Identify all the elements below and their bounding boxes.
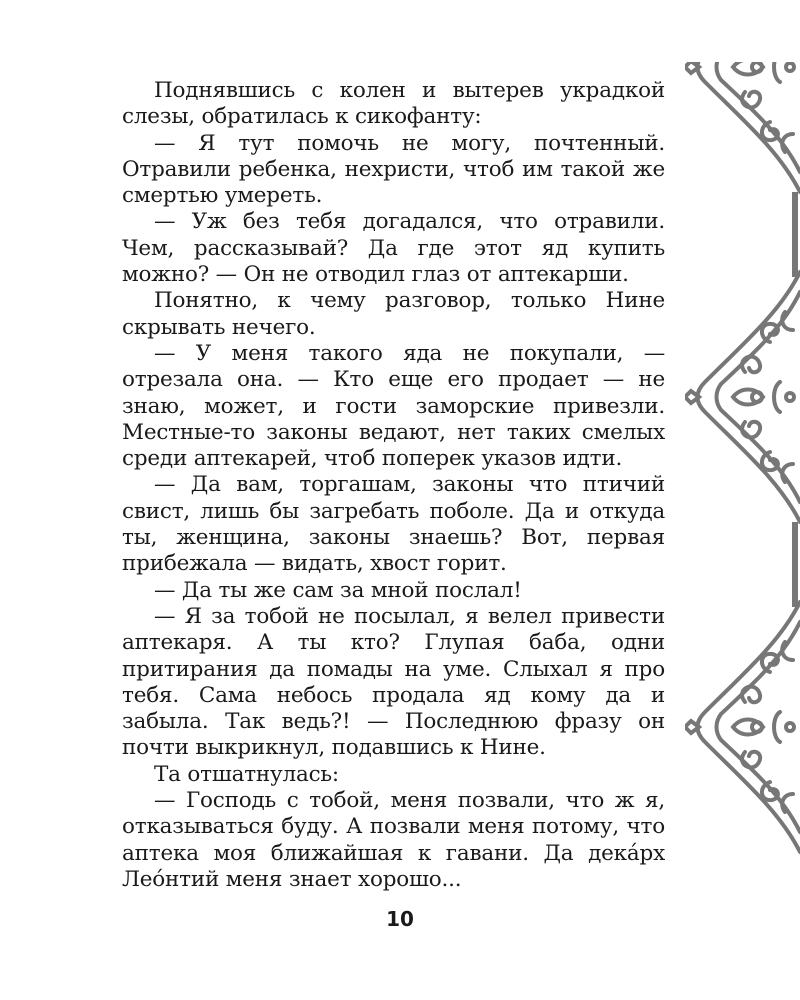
- body-text: [122, 78, 665, 893]
- paragraph: — Да ты же сам за мной послал!: [154, 577, 522, 603]
- paragraph: Поднявшись с колен и вытерев украдкой слезы, обратилась к сикофанту:: [122, 78, 665, 130]
- arabesque-border-icon: [685, 62, 800, 942]
- paragraph: — Я тут помочь не могу, почтенный. Отравили ребенка, нехристи, чтоб им такой же смертью умереть.: [122, 130, 665, 209]
- paragraph: — Да вам, торгашам, законы что птичий свист, лишь бы загребать поболе. Да и откуда ты, женщина, законы знаешь? Вот, первая прибежала — видать, хвост горит.: [122, 472, 665, 577]
- paragraph: — У меня такого яда не покупали, — отрезала она. — Кто еще его продает — не знаю, может, и гости заморские привезли. Местные-то законы ведают, нет таких смелых среди аптекарей, чтоб поперек указов идти.: [122, 340, 665, 472]
- paragraph: Та отшатнулась:: [154, 761, 339, 787]
- paragraph: — Уж без тебя догадался, что отравили. Чем, рассказывай? Да где этот яд купить можно? — Он не отводил глаз от аптекарши.: [122, 209, 665, 288]
- paragraph: — Я за тобой не посылал, я велел привести аптекаря. А ты кто? Глупая баба, одни притирания да помады на уме. Слыхал я про тебя. Сама небось продала яд кому да и забыла. Так ведь?! — Последнюю фразу он почти выкрикнул, подавшись к Нине.: [122, 603, 665, 761]
- paragraph: Понятно, к чему разговор, только Нине скрывать нечего.: [122, 288, 665, 340]
- page-number: 10: [386, 907, 414, 931]
- paragraph: — Господь с тобой, меня позвали, что ж я, отказываться буду. А позвали меня потому, что аптека моя ближайшая к гавани. Да декáрх Леóнтий меня знает хорошо...: [122, 788, 665, 892]
